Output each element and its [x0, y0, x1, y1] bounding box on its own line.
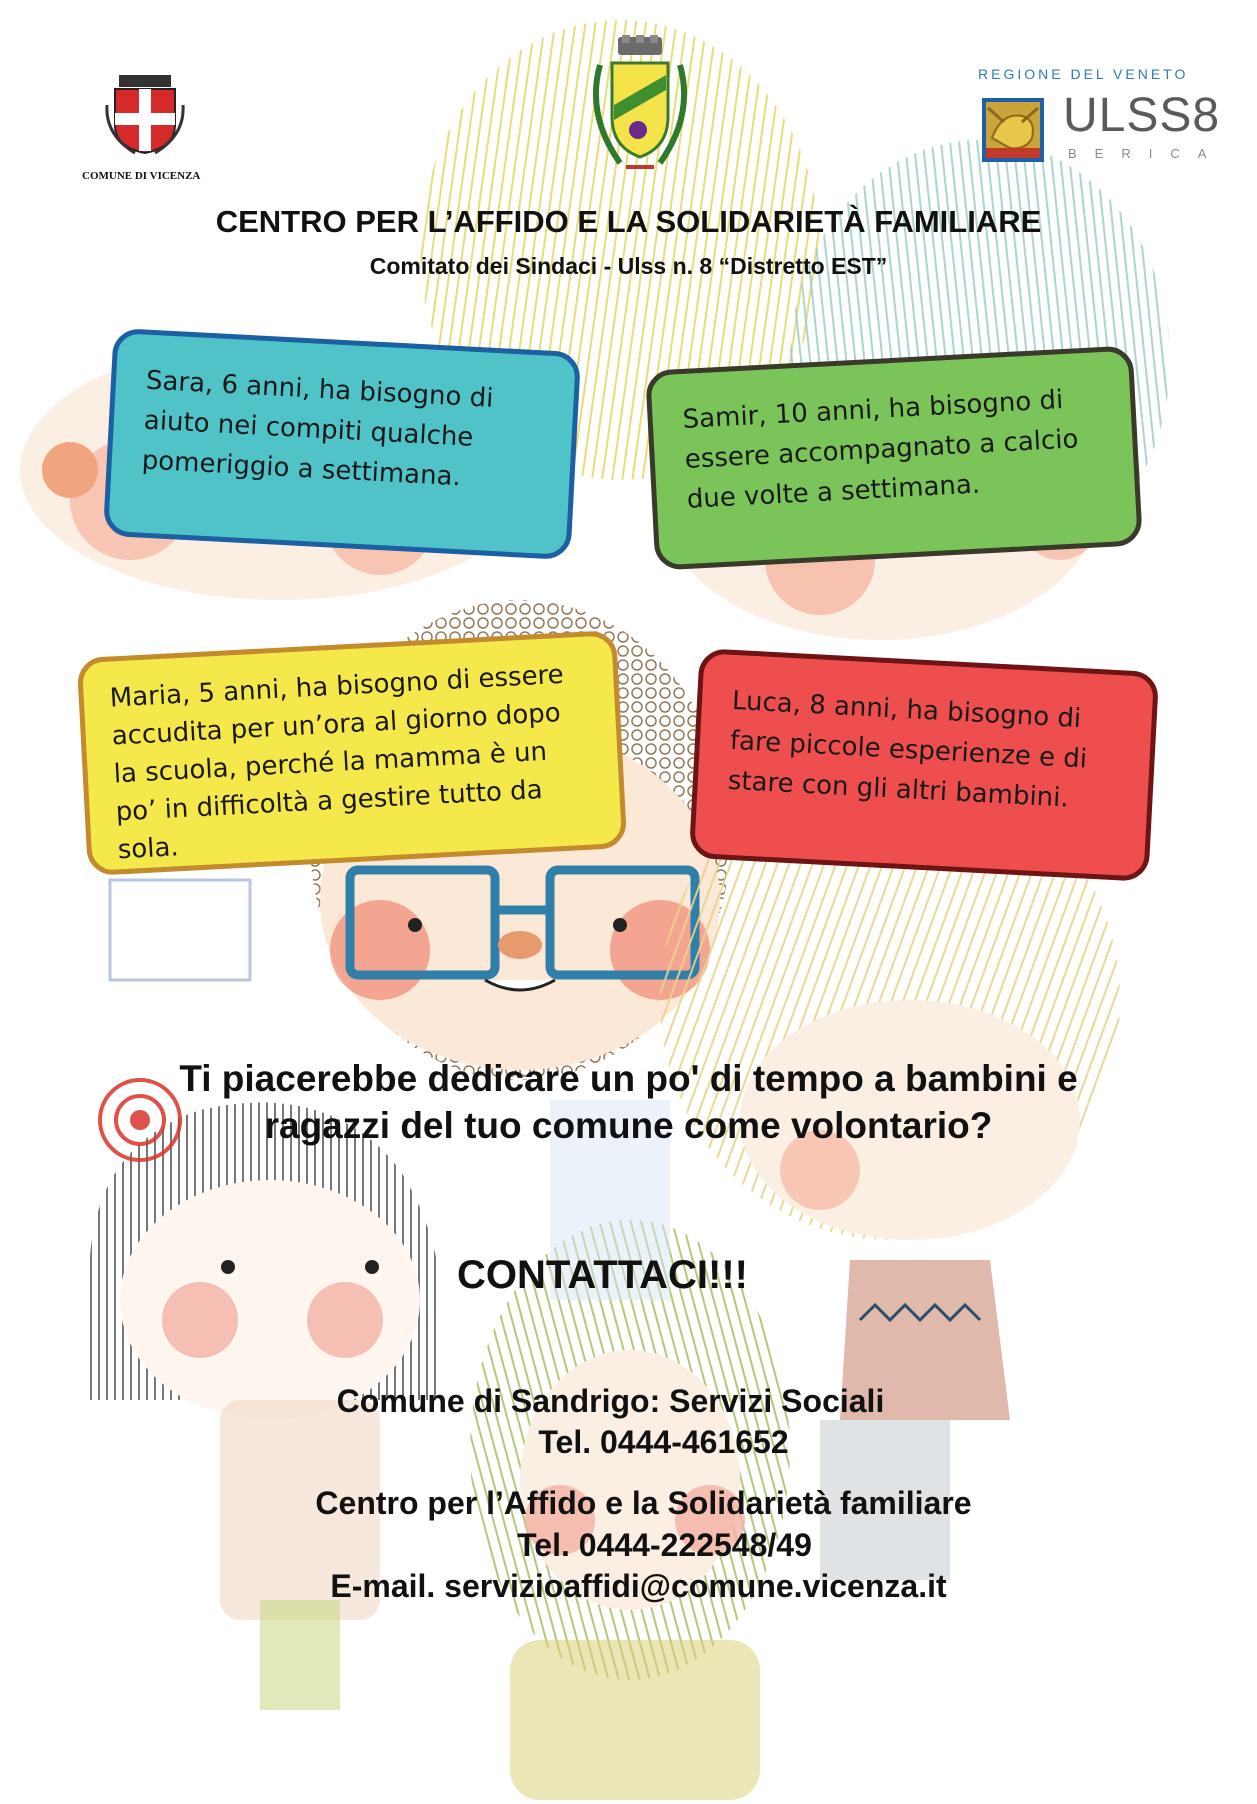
office2-name: Centro per l’Affido e la Solidarietà familiare	[315, 1485, 972, 1521]
vicenza-crest-icon	[105, 75, 185, 155]
ulss-region-text: REGIONE DEL VENETO	[978, 66, 1189, 82]
office1-phone: Tel. 0444-461652	[538, 1424, 789, 1460]
ulss-name: ULSS8	[1063, 89, 1221, 142]
need-bubble-luca	[689, 648, 1159, 882]
need-text-samir: Samir, 10 anni, ha bisogno di essere accompagnato a calcio due volte a settimana.	[681, 385, 1080, 515]
email-address[interactable]: E-mail. servizioaffidi@comune.vicenza.it	[330, 1568, 947, 1604]
need-bubble-sara	[103, 328, 581, 560]
page-subtitle: Comitato dei Sindaci - Ulss n. 8 “Distretto EST”	[369, 253, 888, 279]
office2-phone: Tel. 0444-222548/49	[517, 1527, 812, 1563]
lion-of-venice-icon	[982, 98, 1044, 162]
sandrigo-crest-icon	[580, 35, 700, 180]
need-text-maria: Maria, 5 anni, ha bisogno di essere accudita per un’ora al giorno dopo la scuola, perché la mamma è un po’ in difficoltà a gestire tutto da sola.	[109, 659, 565, 866]
need-bubble-maria	[77, 630, 628, 876]
need-text-luca: Luca, 8 anni, ha bisogno di fare piccole esperienze e di stare con gli altri bambini.	[727, 685, 1088, 814]
office1-name: Comune di Sandrigo: Servizi Sociali	[336, 1383, 885, 1419]
vicenza-caption: COMUNE DI VICENZA	[82, 170, 201, 182]
contact-heading: CONTATTACI!!!	[456, 1253, 748, 1297]
volunteer-question-line2: ragazzi del tuo comune come volontario?	[264, 1105, 993, 1146]
page-title: CENTRO PER L’AFFIDO E LA SOLIDARIETÀ FAMILIARE	[215, 204, 1042, 239]
ulss-sub: BERICA	[1068, 146, 1225, 161]
volunteer-question-line1: Ti piacerebbe dedicare un po' di tempo a bambini e	[179, 1058, 1078, 1099]
need-bubble-samir	[645, 345, 1143, 570]
need-text-sara: Sara, 6 anni, ha bisogno di aiuto nei compiti qualche pomeriggio a settimana.	[141, 365, 495, 493]
